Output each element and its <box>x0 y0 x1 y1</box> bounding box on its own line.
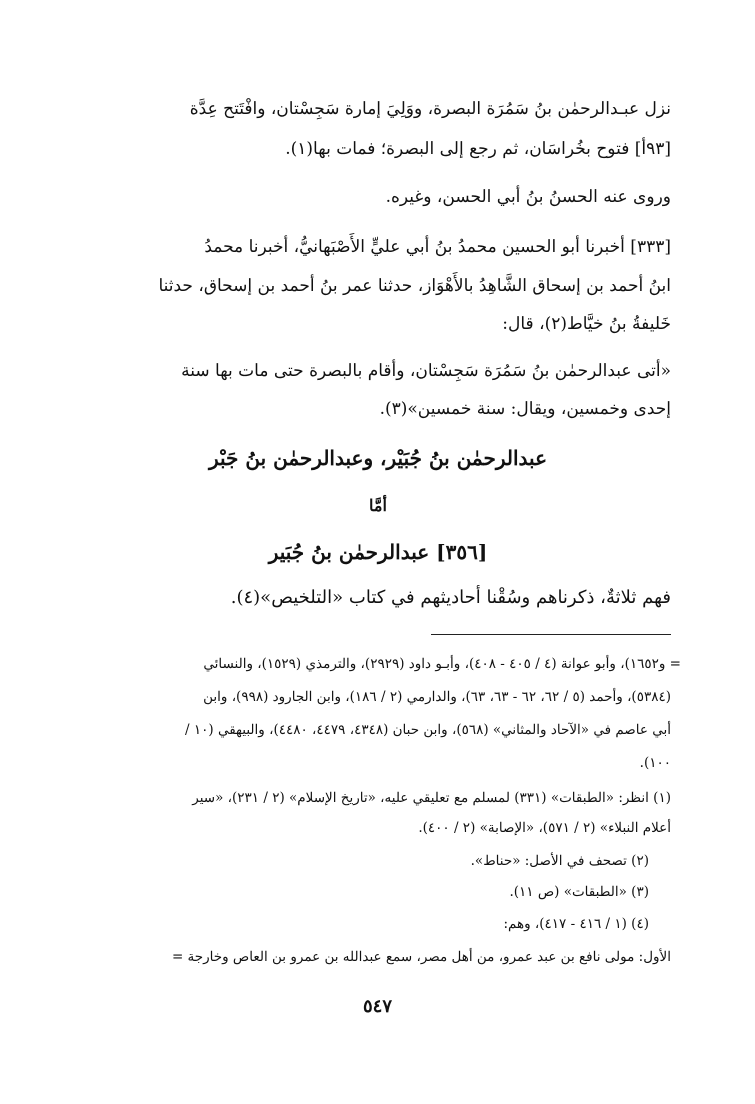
body-line-4: [٣٣٣] أخبرنا أبو الحسين محمدُ بنُ أبي عليٍّ الأَصْبَهانيُّ، أخبرنا محمدُ <box>204 237 671 257</box>
body-line-1: نزل عبـدالرحمٰن بنُ سَمُرَة البصرة، ووَلِيَ إمارة سَجِسْتان، وافْتَتح عِدَّة <box>189 99 671 119</box>
footnote-line-1: = و١٦٥٢)، وأبو عوانة (٤ / ٤٠٥ - ٤٠٨)، وأبـو داود (٢٩٢٩)، والترمذي (١٥٢٩)، والنسائي <box>203 656 681 672</box>
footnote-line-10: الأول: مولى نافع بن عبد عمرو، من أهل مصر، سمع عبدالله بن عمرو بن العاص وخارجة = <box>171 949 671 965</box>
footnote-divider <box>431 634 671 635</box>
body-line-8: إحدى وخمسين، ويقال: سنة خمسين»(٣). <box>379 399 671 419</box>
body-line-5: ابنُ أحمد بن إسحاق الشَّاهِدُ بالأَهْوَاز، حدثنا عمر بنُ أحمد بن إسحاق، حدثنا <box>158 276 671 296</box>
body-line-6: خَليفةُ بنُ خيَّاط(٢)، قال: <box>502 314 671 334</box>
footnote-line-6: أعلام النبلاء» (٢ / ٥٧١)، «الإصابة» (٢ / ٤٠٠). <box>418 820 671 836</box>
page-number: ٥٤٧ <box>362 996 392 1017</box>
footnote-line-7: (٢) تصحف في الأصل: «حناط». <box>470 853 649 869</box>
body-line-7: «أتى عبدالرحمٰن بنُ سَمُرَة سَجِسْتان، وأقام بالبصرة حتى مات بها سنة <box>181 361 671 381</box>
footnote-line-4: ١٠٠). <box>639 755 671 771</box>
body-line-2: [٩٣أ] فتوح بخُراسَان، ثم رجع إلى البصرة؛ فمات بها(١). <box>285 139 671 159</box>
footnote-line-8: (٣) «الطبقات» (ص ١١). <box>509 884 649 900</box>
footnote-line-3: أبي عاصم في «الآحاد والمثاني» (٥٦٨)، وابن حبان (٤٣٤٨، ٤٤٧٩، ٤٤٨٠)، والبيهقي (١٠ / <box>185 722 671 738</box>
footnote-line-2: (٥٣٨٤)، وأحمد (٥ / ٦٢، ٦٢ - ٦٣، ٦٣)، والدارمي (٢ / ١٨٦)، وابن الجارود (٩٩٨)، وابن <box>203 689 671 705</box>
entry-heading: [٣٥٦] عبدالرحمٰن بنُ جُبَير <box>268 540 488 564</box>
amma-label: أمَّا <box>369 496 387 515</box>
entry-text: فهم ثلاثةٌ، ذكرناهم وسُقْنا أحاديثهم في كتاب «التلخيص»(٤). <box>230 587 671 608</box>
section-heading: عبدالرحمٰن بنُ جُبَيْر، وعبدالرحمٰن بنُ جَبْر <box>208 446 548 470</box>
footnote-line-5: (١) انظر: «الطبقات» (٣٣١) لمسلم مع تعليقي عليه، «تاريخ الإسلام» (٢ / ٢٣١)، «سير <box>192 790 671 806</box>
body-line-3: وروى عنه الحسنُ بنُ أبي الحسن، وغيره. <box>385 187 671 207</box>
footnote-line-9: (٤) (١ / ٤١٦ - ٤١٧)، وهم: <box>503 916 649 932</box>
